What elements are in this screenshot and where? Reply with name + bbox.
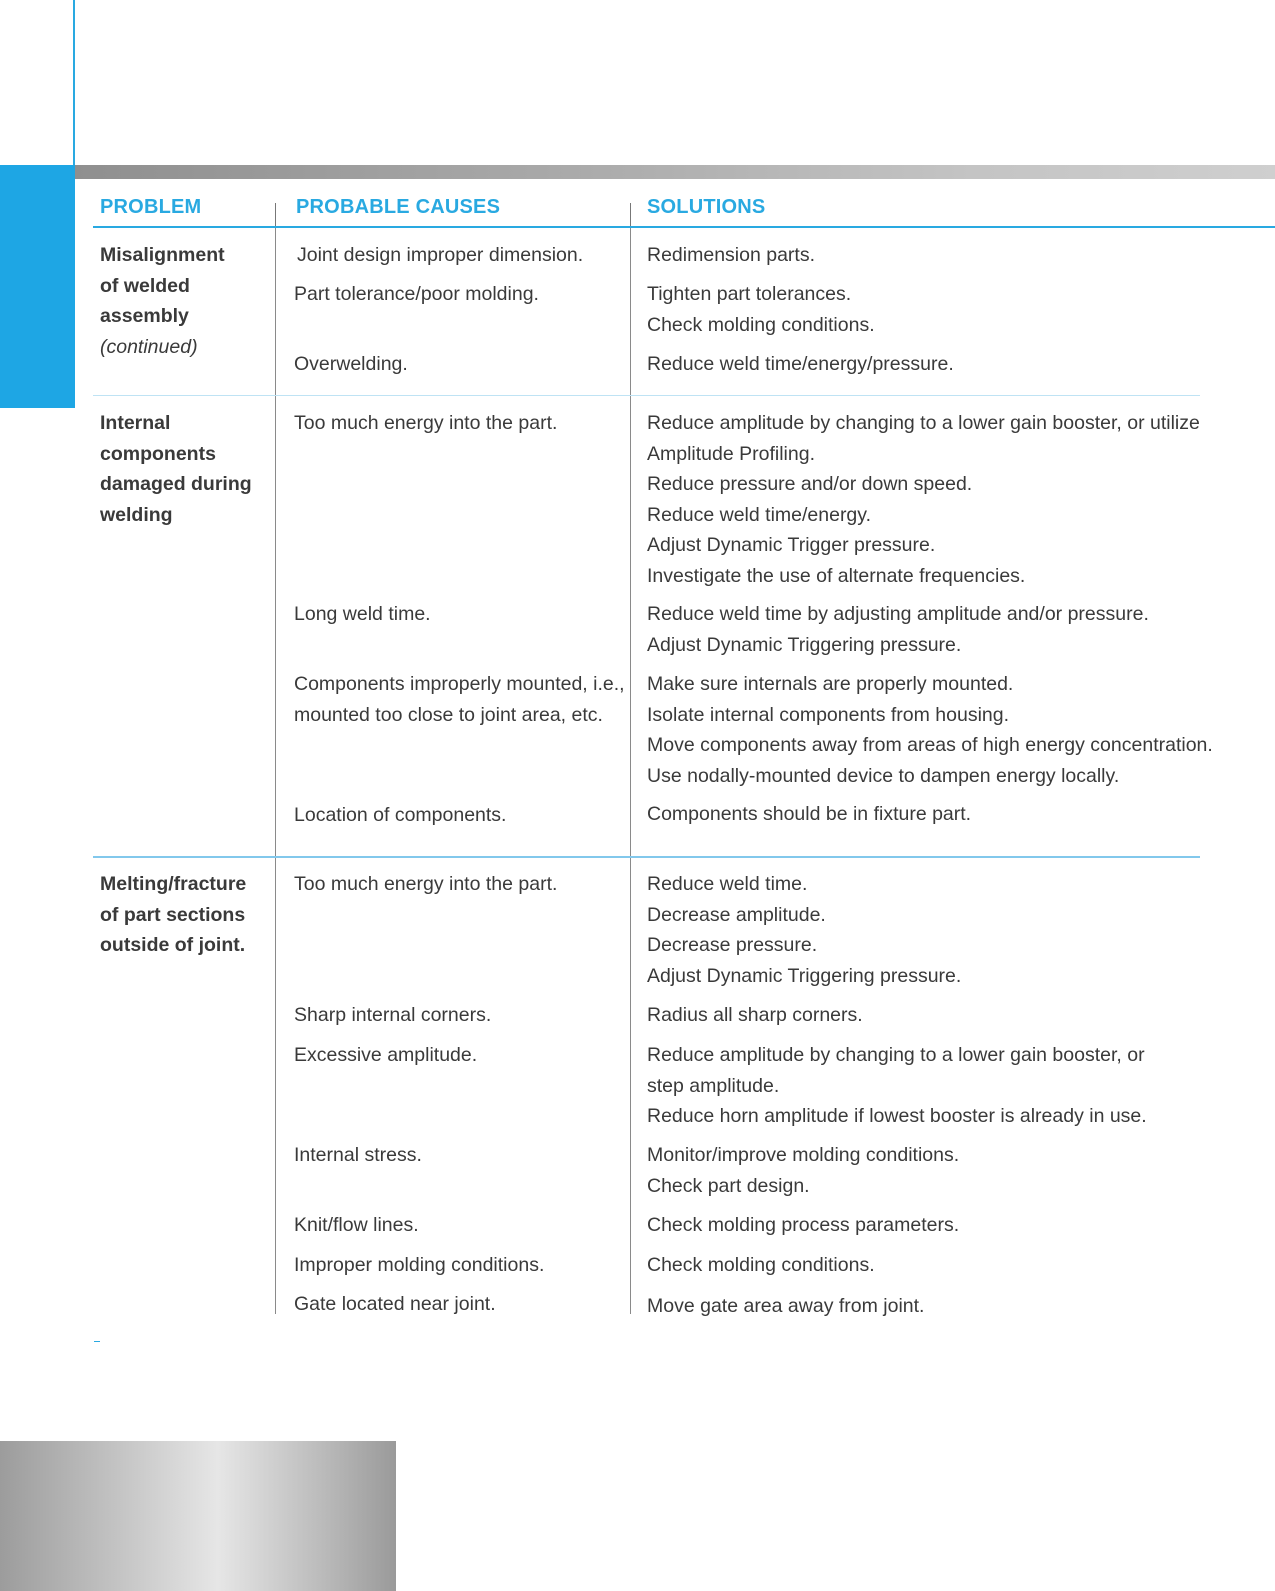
cause-line: Excessive amplitude. <box>294 1044 478 1066</box>
cause-cell <box>294 1210 624 1241</box>
problem-line: Melting/fracture <box>100 873 247 895</box>
cause-line: Part tolerance/poor molding. <box>294 283 539 305</box>
solution-cell <box>647 240 1207 271</box>
solution-line: Adjust Dynamic Triggering pressure. <box>647 633 962 656</box>
solution-line: Reduce weld time/energy/pressure. <box>647 353 954 375</box>
cause-cell <box>294 869 624 900</box>
solution-line: Decrease pressure. <box>647 934 818 956</box>
solution-cell <box>647 1210 1207 1241</box>
solution-line: Use nodally-mounted device to dampen energy locally. <box>647 764 1120 787</box>
solution-line: Redimension parts. <box>647 244 815 266</box>
section-separator <box>93 856 1200 858</box>
solution-line: Make sure internals are properly mounted. <box>647 673 1014 695</box>
cause-cell <box>294 1000 624 1031</box>
cause-line: Too much energy into the part. <box>294 412 558 434</box>
solution-line: Check molding process parameters. <box>647 1214 960 1236</box>
cause-line: Components improperly mounted, i.e., <box>294 673 625 695</box>
solution-cell <box>647 1040 1207 1132</box>
solution-line: Reduce horn amplitude if lowest booster is already in use. <box>647 1105 1147 1127</box>
solution-line: Investigate the use of alternate frequencies. <box>647 564 1026 587</box>
cause-line: Overwelding. <box>294 353 408 375</box>
solution-line: Reduce weld time by adjusting amplitude and/or pressure. <box>647 603 1149 625</box>
section-separator <box>93 395 1200 396</box>
solution-line: Isolate internal components from housing. <box>647 703 1010 726</box>
solution-line: Adjust Dynamic Trigger pressure. <box>647 534 936 556</box>
solution-cell <box>647 349 1207 380</box>
solution-cell <box>647 869 1207 991</box>
solution-line: step amplitude. <box>647 1074 780 1097</box>
problem-line: Internal <box>100 412 171 434</box>
cause-cell <box>294 279 624 310</box>
problem-line: Misalignment <box>100 244 225 266</box>
cause-cell <box>294 1040 624 1071</box>
footer-mark <box>94 1341 100 1342</box>
cause-cell <box>294 349 624 380</box>
cause-line: Improper molding conditions. <box>294 1254 545 1276</box>
problem-cell <box>100 408 270 530</box>
column-divider <box>275 228 276 1314</box>
cause-line: Long weld time. <box>294 603 431 625</box>
solution-line: Adjust Dynamic Triggering pressure. <box>647 964 962 987</box>
solution-line: Components should be in fixture part. <box>647 803 972 825</box>
header-divider <box>275 203 276 226</box>
problem-cell <box>100 869 270 961</box>
header-rule <box>93 226 1275 228</box>
solution-cell <box>647 1140 1207 1201</box>
problem-cell <box>100 240 270 362</box>
header-gradient-bar <box>75 165 1275 179</box>
problem-line: damaged during <box>100 473 252 495</box>
solution-line: Reduce weld time/energy. <box>647 503 872 526</box>
solution-line: Reduce pressure and/or down speed. <box>647 473 973 495</box>
cause-cell <box>297 240 627 271</box>
solution-line: Amplitude Profiling. <box>647 442 815 465</box>
cause-line: Knit/flow lines. <box>294 1214 419 1236</box>
solution-line: Decrease amplitude. <box>647 903 826 926</box>
problem-line: of part sections <box>100 903 246 926</box>
solution-line: Radius all sharp corners. <box>647 1004 863 1026</box>
solution-cell <box>647 279 1207 340</box>
cause-line: Gate located near joint. <box>294 1293 496 1315</box>
column-divider <box>630 228 631 1314</box>
cause-line: Sharp internal corners. <box>294 1004 492 1026</box>
header-solutions: SOLUTIONS <box>647 196 766 218</box>
header-divider <box>630 203 631 226</box>
solution-cell <box>647 1250 1207 1281</box>
problem-line: outside of joint. <box>100 934 246 956</box>
problem-line: assembly <box>100 305 189 327</box>
header-problem: PROBLEM <box>100 196 202 218</box>
solution-line: Check molding conditions. <box>647 313 875 336</box>
side-color-tab <box>0 165 75 408</box>
cause-line: Internal stress. <box>294 1144 422 1166</box>
cause-cell <box>294 1289 624 1320</box>
solution-line: Reduce weld time. <box>647 873 808 895</box>
solution-cell <box>647 599 1207 660</box>
header-probable-causes: PROBABLE CAUSES <box>296 196 501 218</box>
cause-cell <box>294 1250 624 1281</box>
cause-cell <box>294 1140 624 1171</box>
solution-line: Reduce amplitude by changing to a lower gain booster, or <box>647 1044 1145 1066</box>
cause-line: Too much energy into the part. <box>294 873 558 895</box>
cause-cell <box>294 669 624 730</box>
problem-line: components <box>100 442 216 465</box>
cause-line: Location of components. <box>294 804 507 826</box>
cause-cell <box>294 599 624 630</box>
solution-cell <box>647 1000 1207 1031</box>
side-accent-line <box>73 0 75 165</box>
solution-line: Reduce amplitude by changing to a lower gain booster, or utilize <box>647 412 1200 434</box>
cause-line: mounted too close to joint area, etc. <box>294 703 603 726</box>
cause-line: Joint design improper dimension. <box>297 244 584 266</box>
solution-cell <box>647 669 1213 791</box>
solution-cell <box>647 799 1207 830</box>
solution-line: Tighten part tolerances. <box>647 283 852 305</box>
problem-note: (continued) <box>100 335 198 358</box>
solution-cell <box>647 1291 1207 1322</box>
problem-line: welding <box>100 503 173 526</box>
solution-line: Check part design. <box>647 1174 810 1197</box>
solution-line: Move components away from areas of high energy concentration. <box>647 734 1213 756</box>
solution-line: Monitor/improve molding conditions. <box>647 1144 960 1166</box>
problem-line: of welded <box>100 274 190 297</box>
solution-cell <box>647 408 1207 591</box>
cause-cell <box>294 408 624 439</box>
cause-cell <box>294 800 624 831</box>
solution-line: Check molding conditions. <box>647 1254 875 1276</box>
footer-gradient-block <box>0 1441 396 1591</box>
solution-line: Move gate area away from joint. <box>647 1295 925 1317</box>
